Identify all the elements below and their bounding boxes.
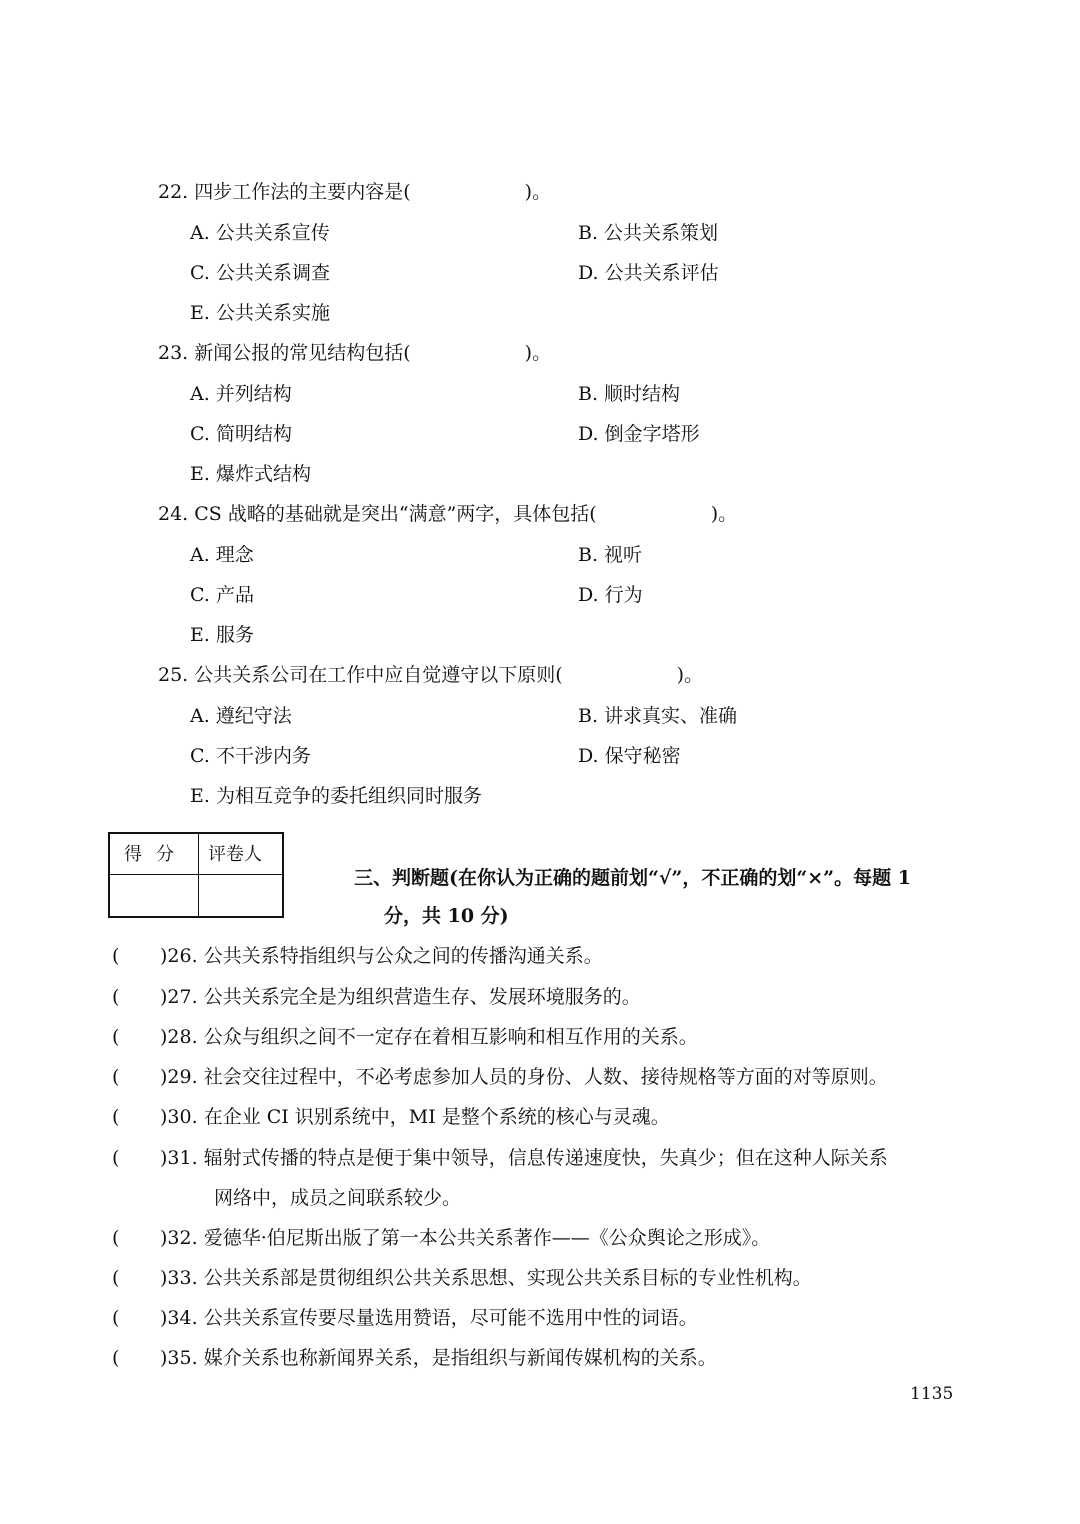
tf-item-text: 辐射式传播的特点是便于集中领导，信息传递速度快，失真少；但在这种人际关系 [203,1147,888,1169]
answer-paren: ( [112,1227,120,1249]
question-24-option-a: A. 理念 [190,544,254,566]
tf-item-number: )30. [160,1106,198,1128]
answer-paren: ( [112,1347,120,1369]
tf-item-number: )29. [160,1066,198,1088]
question-24-option-c: C. 产品 [190,584,254,606]
score-table-divider-vertical [198,834,199,916]
question-25-option-c: C. 不干涉内务 [190,745,311,767]
tf-item-number: )28. [160,1026,198,1048]
tf-item-number: )33. [160,1267,198,1289]
question-23-option-b: B. 顺时结构 [578,383,681,405]
question-23-option-e: E. 爆炸式结构 [190,463,311,485]
tf-item-text: 公共关系部是贯彻组织公共关系思想、实现公共关系目标的专业性机构。 [203,1267,812,1289]
question-22-option-d: D. 公共关系评估 [578,262,719,284]
question-22-stem: 22. 四步工作法的主要内容是( )。 [158,181,552,203]
tf-item-number: )27. [160,986,198,1008]
answer-paren: ( [112,986,120,1008]
score-table-divider-horizontal [110,874,282,875]
section-3-title-line-2: 分，共 10 分) [384,905,509,927]
answer-paren: ( [112,1106,120,1128]
question-24-option-e: E. 服务 [190,624,254,646]
answer-paren: ( [112,1267,120,1289]
tf-item-text: 公众与组织之间不一定存在着相互影响和相互作用的关系。 [203,1026,698,1048]
tf-item-31 [112,1146,888,1170]
tf-item-number: )31. [160,1147,198,1169]
tf-item-number: )32. [160,1227,198,1249]
answer-paren: ( [112,1147,120,1169]
page-number: 1135 [910,1384,954,1404]
tf-item-text: 公共关系完全是为组织营造生存、发展环境服务的。 [203,986,641,1008]
tf-item-29 [112,1065,888,1089]
question-22-option-e: E. 公共关系实施 [190,302,330,324]
question-25-option-d: D. 保守秘密 [578,745,681,767]
answer-paren: ( [112,945,120,967]
tf-item-27 [112,985,641,1009]
question-24-option-b: B. 视听 [578,544,643,566]
tf-item-number: )35. [160,1347,198,1369]
answer-paren: ( [112,1066,120,1088]
question-23-option-a: A. 并列结构 [190,383,292,405]
section-3-title-line-1: 三、判断题(在你认为正确的题前划“√”，不正确的划“×”。每题 1 [354,867,911,889]
question-22-option-a: A. 公共关系宣传 [190,222,330,244]
question-25-stem: 25. 公共关系公司在工作中应自觉遵守以下原则( )。 [158,664,704,686]
tf-item-text: 公共关系特指组织与公众之间的传播沟通关系。 [203,945,603,967]
tf-item-number: )34. [160,1307,198,1329]
answer-paren: ( [112,1026,120,1048]
question-22-option-c: C. 公共关系调查 [190,262,330,284]
score-table-header-grader: 评卷人 [208,844,262,865]
tf-item-31-continuation: 网络中，成员之间联系较少。 [214,1187,462,1209]
tf-item-text: 在企业 CI 识别系统中，MI 是整个系统的核心与灵魂。 [203,1106,670,1128]
question-24-stem: 24. CS 战略的基础就是突出“满意”两字，具体包括( )。 [158,503,738,525]
tf-item-34 [112,1306,698,1330]
question-23-option-d: D. 倒金字塔形 [578,423,700,445]
question-23-stem: 23. 新闻公报的常见结构包括( )。 [158,342,552,364]
tf-item-28 [112,1025,698,1049]
tf-item-33 [112,1266,812,1290]
question-25-option-a: A. 遵纪守法 [190,705,292,727]
tf-item-text: 公共关系宣传要尽量选用赞语，尽可能不选用中性的词语。 [203,1307,698,1329]
question-25-option-b: B. 讲求真实、准确 [578,705,738,727]
question-25-option-e: E. 为相互竞争的委托组织同时服务 [190,785,482,807]
question-23-option-c: C. 简明结构 [190,423,292,445]
score-table-header-score: 得分 [124,844,188,865]
answer-paren: ( [112,1307,120,1329]
tf-item-32 [112,1226,770,1250]
tf-item-text: 爱德华·伯尼斯出版了第一本公共关系著作——《公众舆论之形成》。 [203,1227,771,1249]
tf-item-26 [112,944,603,968]
tf-item-35 [112,1346,717,1370]
question-22-option-b: B. 公共关系策划 [578,222,719,244]
tf-item-text: 媒介关系也称新闻界关系，是指组织与新闻传媒机构的关系。 [203,1347,717,1369]
score-table [108,832,284,918]
question-24-option-d: D. 行为 [578,584,643,606]
tf-item-text: 社会交往过程中，不必考虑参加人员的身份、人数、接待规格等方面的对等原则。 [203,1066,888,1088]
tf-item-30 [112,1105,670,1129]
tf-item-number: )26. [160,945,198,967]
